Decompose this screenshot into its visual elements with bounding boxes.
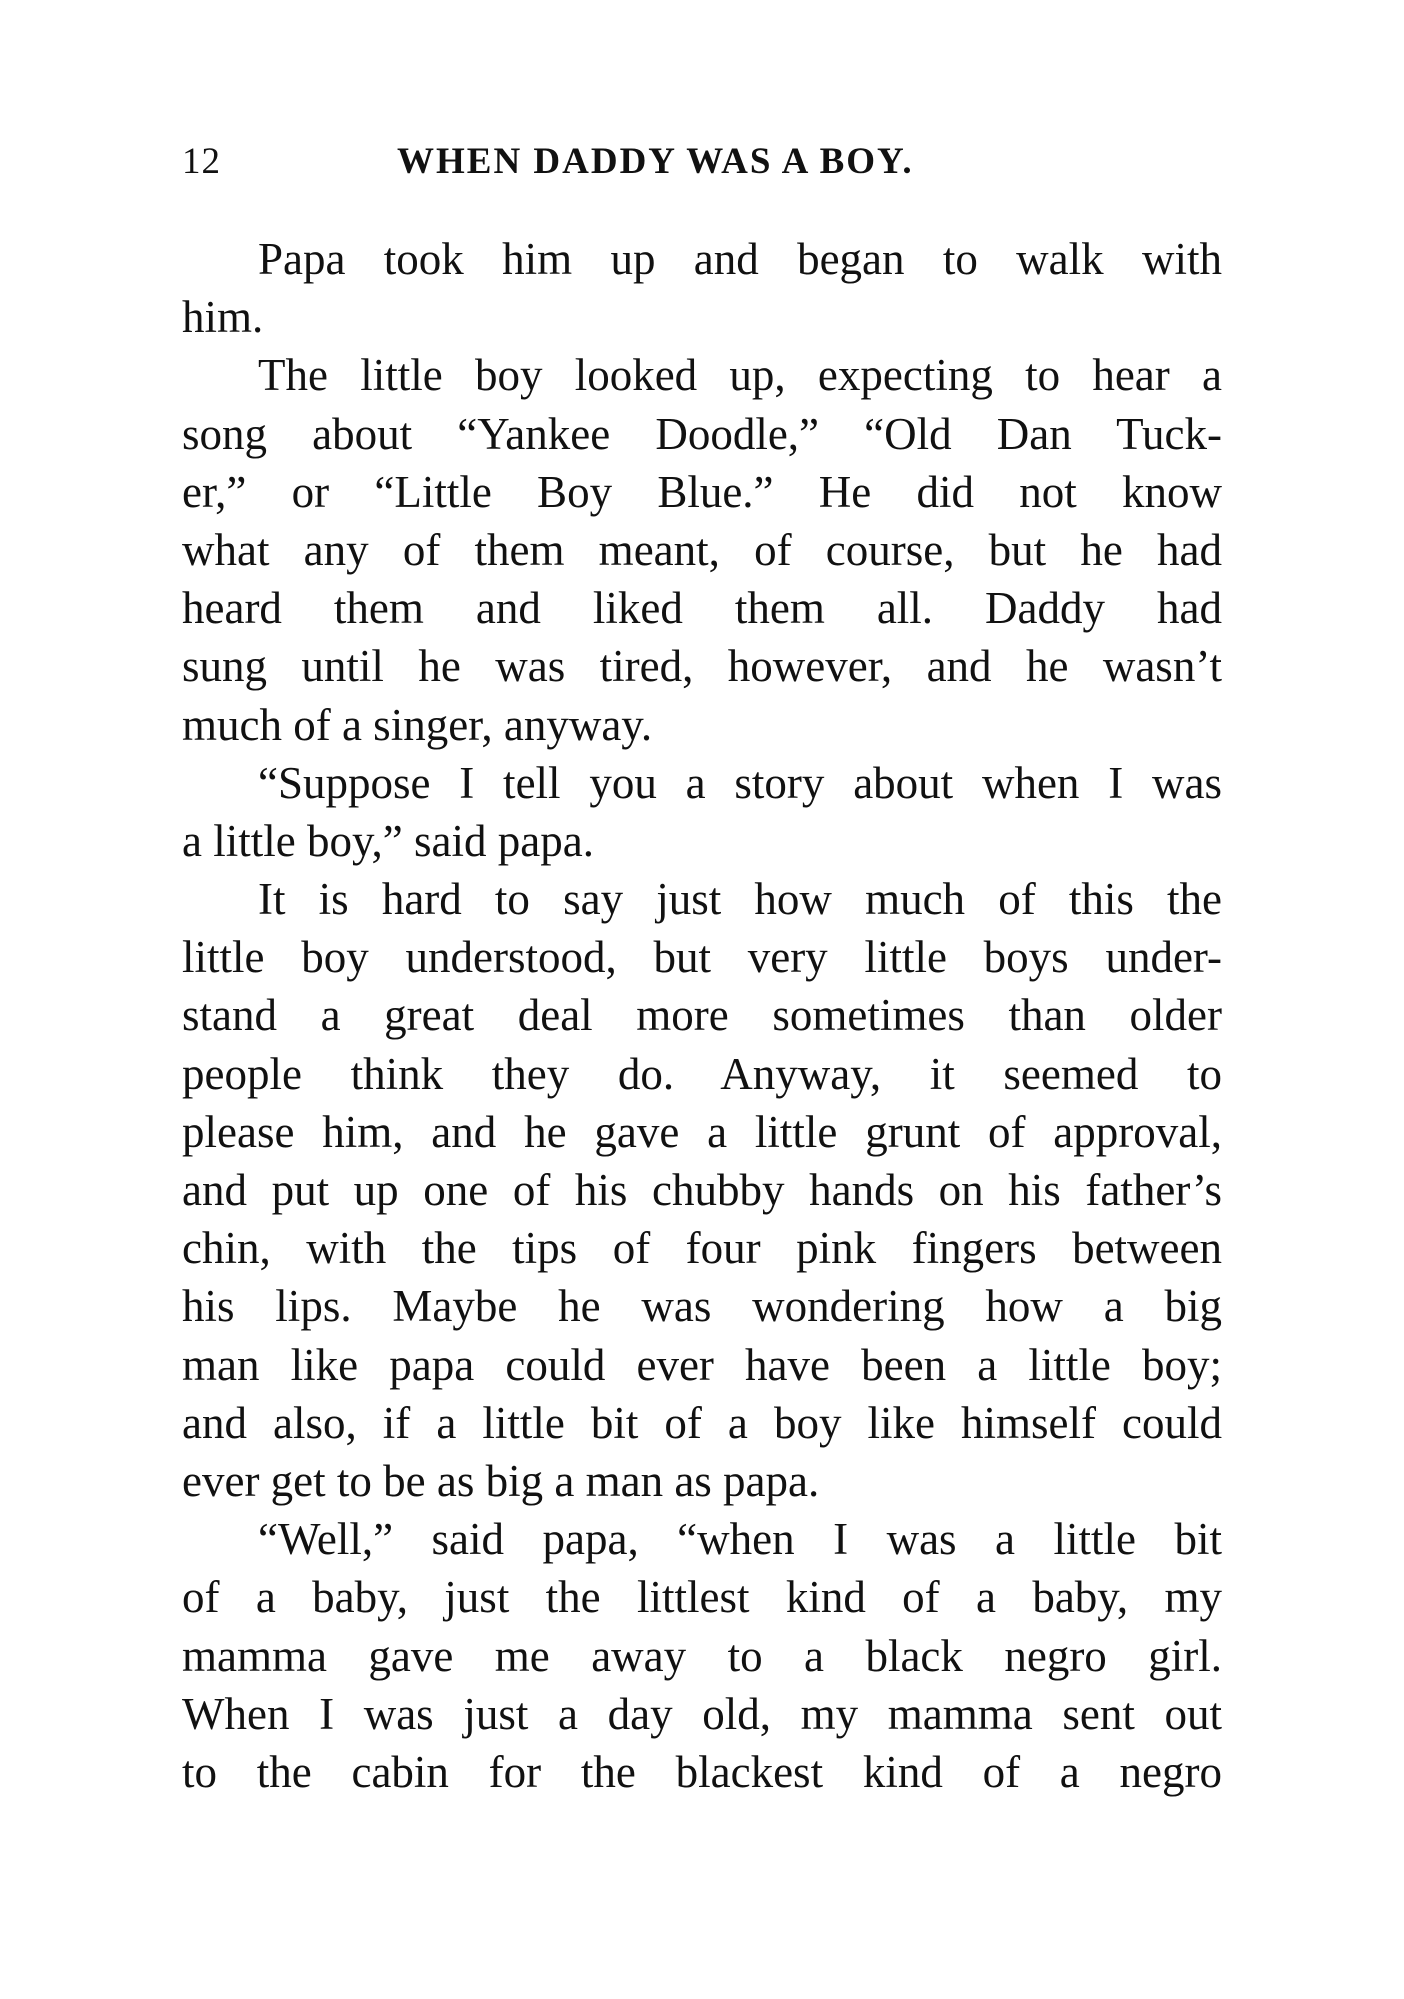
body-text bbox=[182, 230, 1222, 1801]
text-line: chin, with the tips of four pink fingers between bbox=[182, 1223, 1222, 1274]
text-line: what any of them meant, of course, but he had bbox=[182, 524, 1222, 575]
text-line: and also, if a little bit of a boy like himself could bbox=[182, 1397, 1222, 1448]
text-line: heard them and liked them all. Daddy had bbox=[182, 583, 1222, 634]
text-line: stand a great deal more sometimes than older bbox=[182, 990, 1222, 1041]
text-line: When I was just a day old, my mamma sent out bbox=[182, 1688, 1222, 1739]
text-line: people think they do. Anyway, it seemed to bbox=[182, 1048, 1222, 1099]
text-line: little boy understood, but very little boys under- bbox=[182, 932, 1222, 983]
text-line: and put up one of his chubby hands on his father’s bbox=[182, 1165, 1222, 1215]
text-line: It is hard to say just how much of this the bbox=[258, 874, 1222, 925]
text-line: Papa took him up and began to walk with bbox=[258, 234, 1222, 284]
text-line: him. bbox=[182, 292, 264, 343]
running-title: WHEN DADDY WAS A BOY. bbox=[397, 141, 914, 182]
text-line: song about “Yankee Doodle,” “Old Dan Tuck- bbox=[182, 408, 1222, 459]
text-line: ever get to be as big a man as papa. bbox=[182, 1455, 820, 1506]
text-line: his lips. Maybe he was wondering how a big bbox=[182, 1281, 1222, 1332]
text-line: “Suppose I tell you a story about when I was bbox=[258, 757, 1222, 808]
text-line: of a baby, just the littlest kind of a baby, my bbox=[182, 1572, 1222, 1623]
text-line: mamma gave me away to a black negro girl. bbox=[182, 1630, 1222, 1681]
text-line: a little boy,” said papa. bbox=[182, 815, 594, 866]
text-line: The little boy looked up, expecting to hear a bbox=[258, 350, 1222, 401]
text-line: er,” or “Little Boy Blue.” He did not know bbox=[182, 466, 1222, 517]
page-number: 12 bbox=[182, 141, 221, 182]
text-line: man like papa could ever have been a little boy; bbox=[182, 1339, 1222, 1390]
running-head bbox=[182, 140, 1222, 200]
text-line: much of a singer, anyway. bbox=[182, 699, 653, 750]
text-line: please him, and he gave a little grunt of approval, bbox=[182, 1106, 1222, 1157]
text-line: to the cabin for the blackest kind of a negro bbox=[182, 1746, 1222, 1797]
text-line: sung until he was tired, however, and he wasn’t bbox=[182, 641, 1222, 692]
text-line: “Well,” said papa, “when I was a little bit bbox=[258, 1514, 1222, 1565]
